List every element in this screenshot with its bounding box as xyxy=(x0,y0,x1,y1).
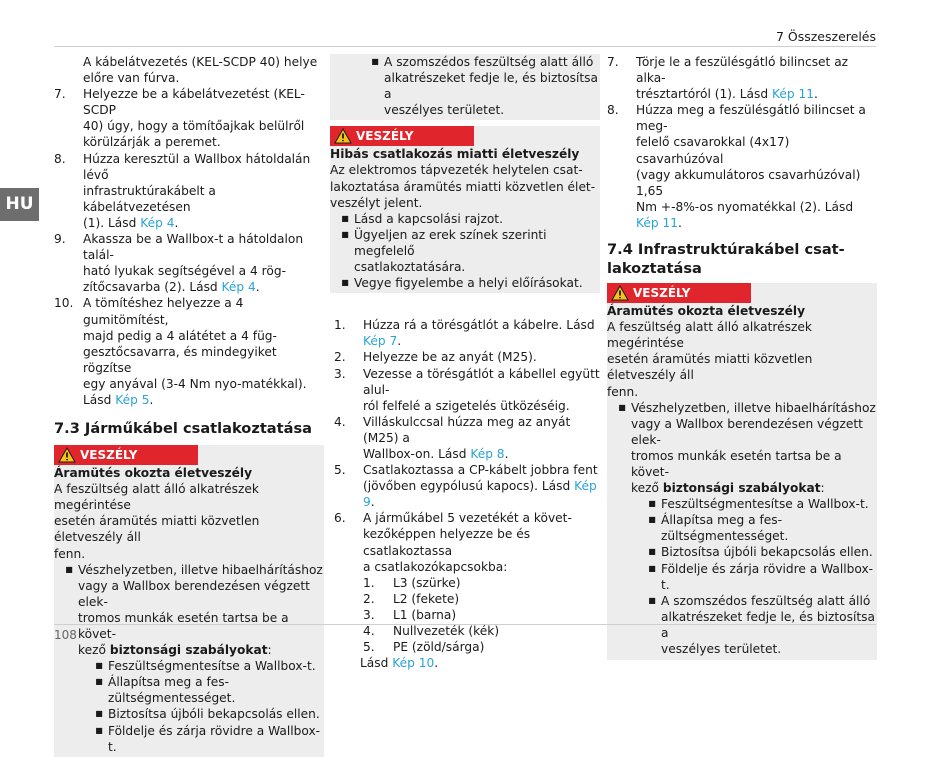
bullet-square-icon: ■ xyxy=(648,547,656,557)
bullet-square-icon: ■ xyxy=(648,563,656,573)
step-line: (vagy akkumulátoros csavarhúzóval) 1,65 xyxy=(636,167,861,198)
danger-label-bar xyxy=(330,126,474,146)
language-tab: HU xyxy=(0,188,39,221)
safety-rule-bullet xyxy=(54,674,324,706)
bullet-last-line xyxy=(631,480,877,496)
step-list xyxy=(330,317,600,575)
bullet-square-icon: ■ xyxy=(341,278,349,288)
bullet-line: tromos munkák esetén tartsa be a követ- xyxy=(78,610,289,641)
bullet-line: Földelje és zárja rövidre a Wallbox-t. xyxy=(108,723,321,754)
step-number: 3. xyxy=(334,366,346,381)
step-text xyxy=(636,102,877,231)
warning-triangle-icon xyxy=(334,128,352,144)
header-divider xyxy=(54,46,876,47)
bullet-text xyxy=(354,227,600,275)
wire-text: L2 (fekete) xyxy=(393,591,460,606)
bullet-line: Vészhelyzetben, illetve hibaelhárításhoz xyxy=(631,400,876,415)
step-number: 2. xyxy=(334,350,346,365)
see-text: Lásd xyxy=(360,656,393,671)
step-line: A tömítéshez helyezze a 4 gumitömítést, xyxy=(83,296,244,327)
step-last-line xyxy=(363,478,600,510)
bullet-square-icon: ■ xyxy=(65,564,73,574)
bullet-line: Biztosítsa újbóli bekapcsolás ellen. xyxy=(661,545,873,560)
step-item xyxy=(54,151,324,231)
step-text-span: (jövőben egypólusú kapocs). Lásd xyxy=(363,479,575,494)
bullet-line: veszélyes területet. xyxy=(661,642,782,656)
step-end-punct: . xyxy=(504,446,509,461)
bullet-line: Vegye figyelembe a helyi előírásokat. xyxy=(354,276,583,291)
step-text-span: Lásd xyxy=(83,392,116,407)
bullet-text xyxy=(108,706,324,722)
step-number: 8. xyxy=(54,151,66,166)
step-text xyxy=(363,414,600,462)
wire-number: 5. xyxy=(363,640,375,655)
figure-link[interactable]: Kép 4 xyxy=(221,280,256,295)
step-line: A járműkábel 5 vezetékét a követ- xyxy=(363,511,572,526)
step-text xyxy=(83,295,324,408)
safety-rule-bullet xyxy=(607,561,877,593)
step-line: kezőképpen helyezze be és csatlakoztassa xyxy=(363,527,531,558)
wire-text: PE (zöld/sárga) xyxy=(393,640,485,655)
column-left xyxy=(54,54,324,757)
step-line: Húzza rá a törésgátlót a kábelre. Lásd xyxy=(363,318,595,333)
step-line: gesztőcsavarra, és mindegyiket rögzítse xyxy=(83,344,277,375)
bullet-line: alkatrészeket fedje le, és biztosítsa a xyxy=(661,609,875,640)
footer-divider xyxy=(54,624,876,625)
bullet-text-span: kező xyxy=(78,643,110,658)
see-end-punct: . xyxy=(434,656,439,671)
step-last-line xyxy=(363,333,600,349)
bullet-square-icon: ■ xyxy=(371,57,379,66)
step-text xyxy=(636,54,877,102)
wire-item xyxy=(363,607,600,623)
danger-label: VESZÉLY xyxy=(80,448,138,463)
step-end-punct: . xyxy=(255,280,260,295)
step-text xyxy=(363,462,600,510)
step-line: Nm +-8%-os nyomatékkal (2). Lásd xyxy=(636,199,854,214)
step-line: körülzárják a peremet. xyxy=(83,135,221,150)
bullet-square-icon: ■ xyxy=(95,709,103,719)
step-number: 8. xyxy=(607,103,619,118)
step-line: Törje le a feszülésgátló bilincset az alka- xyxy=(636,55,849,86)
step-item xyxy=(334,510,600,574)
bullet-text xyxy=(354,275,600,291)
danger-label: VESZÉLY xyxy=(633,285,691,300)
step-item xyxy=(607,54,877,102)
continued-line: A kábelátvezetés (KEL-SCDP 40) helye xyxy=(83,55,318,69)
wire-number: 4. xyxy=(363,624,375,638)
safety-rule-bullet xyxy=(54,723,324,755)
step-item xyxy=(54,231,324,295)
continued-safety-box xyxy=(330,54,600,120)
step-end-punct: . xyxy=(813,87,818,102)
bullet-line: Biztosítsa újbóli bekapcsolás ellen. xyxy=(108,707,320,722)
step-text xyxy=(363,510,600,574)
danger-title: Áramütés okozta életveszély xyxy=(607,304,806,319)
safety-rules-emphasis: biztonsági szabályokat xyxy=(109,643,268,658)
step-end-punct: . xyxy=(149,392,154,407)
step-number: 9. xyxy=(54,232,66,247)
danger-body-line: A feszültség alatt álló alkatrészek megérintése xyxy=(607,320,812,351)
warning-triangle-icon xyxy=(58,447,76,463)
danger-label-bar xyxy=(54,445,198,465)
bullet-text xyxy=(108,723,324,755)
bullet-line: A szomszédos feszültség alatt álló xyxy=(661,593,871,608)
bullet-square-icon: ■ xyxy=(341,229,349,239)
figure-link[interactable]: Kép 11 xyxy=(771,87,814,102)
step-line: Csatlakoztassa a CP-kábelt jobbra fent xyxy=(363,463,598,478)
bullet-square-icon: ■ xyxy=(341,213,349,223)
step-text xyxy=(83,86,324,150)
step-item xyxy=(607,102,877,231)
step-last-line xyxy=(636,86,877,102)
bullet-text xyxy=(661,496,877,512)
step-text-span: zítőcsavarba (2). Lásd xyxy=(83,280,222,295)
figure-link[interactable]: Kép 10 xyxy=(392,656,435,671)
bullet-text xyxy=(661,544,877,560)
section-heading: 7.3 Járműkábel csatlakoztatása xyxy=(54,420,313,438)
bullet-line: Feszültségmentesítse a Wallbox-t. xyxy=(108,659,316,674)
danger-body-line: esetén áramütés miatti közvetlen életveszély áll xyxy=(607,352,813,383)
danger-notice xyxy=(54,445,324,757)
bullet-line: Állapítsa meg a fes- xyxy=(661,513,783,528)
section-heading-line: lakoztatása xyxy=(607,260,702,278)
bullet-line: veszélyes területet. xyxy=(384,103,505,118)
safety-rule-bullet xyxy=(607,544,877,560)
danger-body-line: fenn. xyxy=(54,546,86,561)
danger-bullet xyxy=(330,227,600,275)
bullet-text xyxy=(384,54,600,118)
bullet-text xyxy=(661,561,877,593)
bullet-square-icon: ■ xyxy=(618,402,626,412)
figure-link[interactable]: Kép 11 xyxy=(636,215,679,230)
page-number: 108 xyxy=(54,628,77,642)
step-last-line xyxy=(363,398,600,414)
danger-notice xyxy=(607,283,877,660)
safety-rule-bullet xyxy=(54,658,324,674)
step-item xyxy=(54,295,324,408)
step-line: Húzza meg a feszülésgátló bilincset a meg- xyxy=(636,103,866,134)
step-item xyxy=(334,366,600,414)
step-text-span: a csatlakozókapcsokba: xyxy=(363,559,508,574)
wire-text: Nullvezeték (kék) xyxy=(393,624,500,638)
figure-link[interactable]: Kép 8 xyxy=(470,446,505,461)
bullet-line: Földelje és zárja rövidre a Wallbox-t. xyxy=(661,561,874,592)
bullet-line: Ügyeljen az erek színek szerinti megfelelő xyxy=(354,227,547,258)
step-line: majd pedig a 4 alátétet a 4 füg- xyxy=(83,328,277,343)
step-line: 40) úgy, hogy a tömítőajkak belülről xyxy=(83,119,305,134)
danger-bullet xyxy=(330,211,600,227)
step-line: Vezesse a törésgátlót a kábellel együtt alul- xyxy=(363,366,600,397)
danger-title: Áramütés okozta életveszély xyxy=(54,466,253,481)
wire-item xyxy=(363,639,600,655)
bullet-line: Vészhelyzetben, illetve hibaelhárításhoz xyxy=(78,562,323,577)
danger-body-line: esetén áramütés miatti közvetlen életveszély áll xyxy=(54,514,260,545)
step-end-punct: . xyxy=(174,215,179,230)
step-line: Villáskulccsal húzza meg az anyát (M25) a xyxy=(363,414,571,445)
wire-number: 1. xyxy=(363,575,375,590)
wire-item xyxy=(363,623,600,639)
danger-body-line: A feszültség alatt álló alkatrészek megérintése xyxy=(54,482,259,513)
step-end-punct: . xyxy=(397,334,402,349)
bullet-line: A szomszédos feszültség alatt álló xyxy=(384,55,594,69)
bullet-text xyxy=(78,562,324,659)
safety-rule-bullet xyxy=(330,54,600,118)
step-text xyxy=(363,349,600,365)
bullet-line: Lásd a kapcsolási rajzot. xyxy=(354,211,503,226)
step-end-punct: . xyxy=(370,495,375,510)
bullet-square-icon: ■ xyxy=(95,725,103,735)
step-item xyxy=(334,462,600,510)
figure-link[interactable]: Kép 9 xyxy=(363,479,597,510)
bullet-line: Állapítsa meg a fes- xyxy=(108,675,230,690)
step-number: 1. xyxy=(334,318,346,333)
bullet-last-line xyxy=(78,642,324,658)
bullet-text xyxy=(108,674,324,706)
bullet-text xyxy=(354,211,600,227)
danger-body-line: veszélyt jelent. xyxy=(330,195,423,210)
step-last-line xyxy=(83,279,324,295)
step-last-line xyxy=(83,392,324,408)
bullet-line: tromos munkák esetén tartsa be a követ- xyxy=(631,448,842,479)
bullet-square-icon: ■ xyxy=(95,677,103,687)
column-right xyxy=(607,54,877,660)
bullet-text xyxy=(661,512,877,544)
danger-body-line: lakoztatása áramütés miatti közvetlen élet- xyxy=(330,179,596,194)
bullet-square-icon: ■ xyxy=(648,499,656,509)
section-heading xyxy=(607,240,877,278)
step-end-punct: . xyxy=(678,215,682,230)
section-heading-line: 7.4 Infrastruktúrakábel csat- xyxy=(607,241,845,259)
bullet-line: vagy a Wallbox berendezésen végzett elek- xyxy=(631,416,863,447)
step-number: 7. xyxy=(54,87,66,102)
step-last-line xyxy=(363,349,600,365)
continued-line: előre van fúrva. xyxy=(83,71,180,86)
column-middle xyxy=(330,54,600,671)
bullet-square-icon: ■ xyxy=(648,515,656,525)
figure-link[interactable]: Kép 7 xyxy=(363,334,398,349)
wire-item xyxy=(363,591,600,607)
safety-rule-bullet xyxy=(54,706,324,722)
step-last-line xyxy=(83,215,324,231)
step-line: egy anyával (3-4 Nm nyo-matékkal). xyxy=(83,376,307,391)
step-line: felelő csavarokkal (4x17) csavarhúzóval xyxy=(636,135,790,166)
step-line: Akassza be a Wallbox-t a hátoldalon talál- xyxy=(83,232,304,263)
danger-label-bar xyxy=(607,283,751,303)
step-line: Húzza keresztül a Wallbox hátoldalán lévő xyxy=(83,151,311,182)
wire-number: 2. xyxy=(363,591,375,606)
step-item xyxy=(334,349,600,365)
danger-bullet xyxy=(330,275,600,291)
bullet-line: Feszültségmentesítse a Wallbox-t. xyxy=(661,497,869,512)
wire-item xyxy=(363,575,600,591)
wire-text: L1 (barna) xyxy=(393,607,457,622)
step-number: 6. xyxy=(334,511,346,526)
step-text-span: Helyezze be az anyát (M25). xyxy=(363,350,537,365)
danger-label: VESZÉLY xyxy=(356,129,414,144)
step-text-span: Wallbox-on. Lásd xyxy=(363,446,471,461)
step-text xyxy=(363,366,600,414)
step-number: 4. xyxy=(334,414,346,429)
step-line: infrastruktúrakábelt a kábelátvezetésen xyxy=(83,183,216,214)
bullet-text xyxy=(631,400,877,497)
step-text xyxy=(363,317,600,349)
danger-body-line: Az elektromos tápvezeték helytelen csat- xyxy=(330,163,583,178)
wire-list xyxy=(330,575,600,655)
step-number: 10. xyxy=(54,296,74,311)
danger-bullet xyxy=(54,562,324,659)
step-last-line xyxy=(636,215,877,231)
wire-number: 3. xyxy=(363,607,375,622)
warning-triangle-icon xyxy=(611,285,629,301)
step-line: Helyezze be a kábelátvezetést (KEL-SCDP xyxy=(83,87,305,118)
continued-step-text xyxy=(54,54,324,86)
step-number: 7. xyxy=(607,55,619,69)
step-text-span: ról felfelé a szigetelés ütközéséig. xyxy=(363,398,570,413)
bullet-text xyxy=(108,658,324,674)
step-text xyxy=(83,151,324,231)
danger-bullet xyxy=(607,400,877,497)
bullet-line: vagy a Wallbox berendezésen végzett elek- xyxy=(78,578,310,609)
bullet-end-punct: : xyxy=(267,643,272,658)
step-item xyxy=(54,86,324,150)
figure-link[interactable]: Kép 4 xyxy=(140,215,175,230)
bullet-line: zültségmentességet. xyxy=(661,529,789,544)
header-section-title: 7 Összeszerelés xyxy=(775,29,876,44)
step-text-span: trésztartóról (1). Lásd xyxy=(636,87,772,102)
figure-link[interactable]: Kép 5 xyxy=(115,392,150,407)
step-line: ható lyukak segítségével a 4 rög- xyxy=(83,264,286,279)
safety-rule-bullet xyxy=(607,512,877,544)
step-text xyxy=(83,231,324,295)
danger-body-line: fenn. xyxy=(607,384,639,399)
step-last-line xyxy=(363,446,600,462)
step-last-line xyxy=(363,559,600,575)
step-item xyxy=(334,414,600,462)
bullet-line: zültségmentességet. xyxy=(108,691,236,706)
danger-notice xyxy=(330,126,600,293)
bullet-text-span: kező xyxy=(631,481,663,496)
safety-rules-emphasis: biztonsági szabályokat xyxy=(662,481,821,496)
step-item xyxy=(334,317,600,349)
safety-rule-bullet xyxy=(607,496,877,512)
bullet-line: alkatrészeket fedje le, és biztosítsa a xyxy=(384,71,598,102)
step-number: 5. xyxy=(334,463,346,478)
step-text-span: (1). Lásd xyxy=(83,215,141,230)
danger-title: Hibás csatlakozás miatti életveszély xyxy=(330,147,580,162)
wire-text: L3 (szürke) xyxy=(393,575,461,590)
bullet-line: csatlakoztatására. xyxy=(354,260,466,275)
bullet-square-icon: ■ xyxy=(648,595,656,605)
bullet-square-icon: ■ xyxy=(95,661,103,671)
bullet-end-punct: : xyxy=(820,481,825,496)
